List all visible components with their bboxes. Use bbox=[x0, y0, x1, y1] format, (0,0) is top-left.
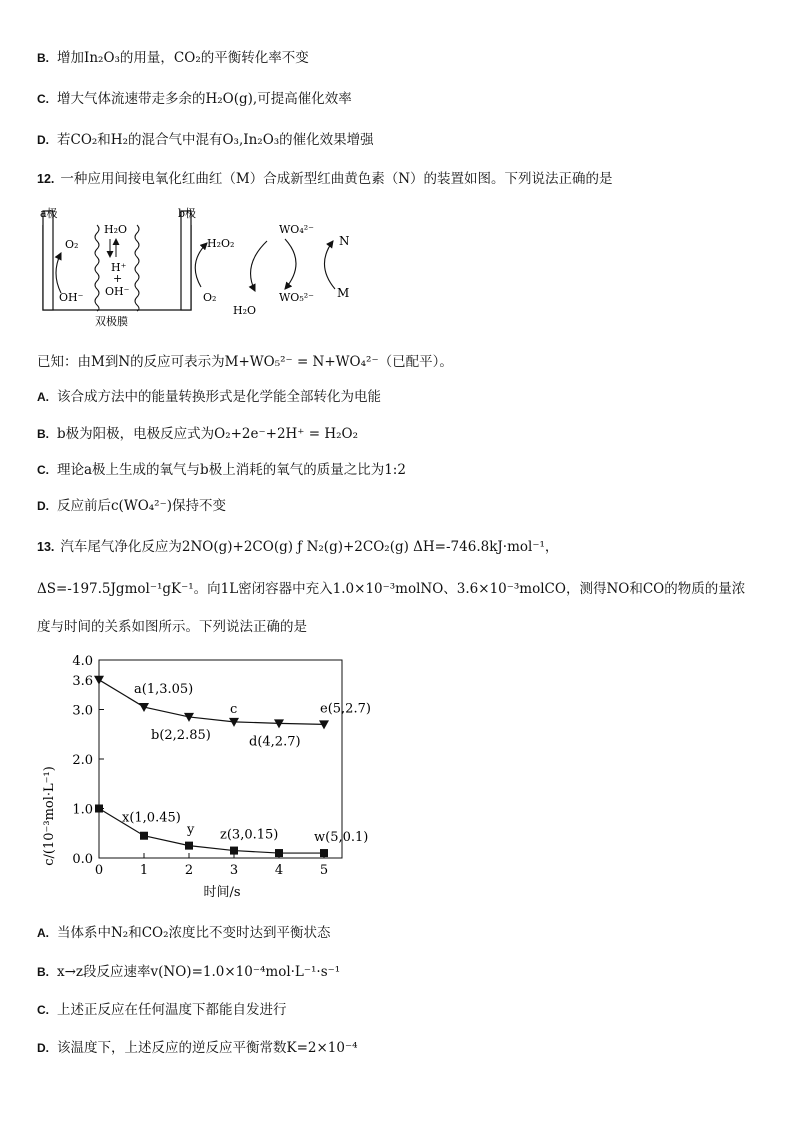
right-curve-arrow bbox=[195, 243, 207, 287]
h2o2-to-h2o-arrow bbox=[251, 241, 267, 291]
membrane-wave-left bbox=[95, 225, 99, 311]
option-letter: C. bbox=[37, 92, 49, 106]
data-label: x(1,0.45) bbox=[122, 810, 181, 826]
option-letter: D. bbox=[37, 1041, 49, 1055]
wo5-label: WO₅²⁻ bbox=[279, 291, 314, 304]
option-text: 反应前后c(WO₄²⁻)保持不变 bbox=[57, 498, 226, 514]
option-letter: B. bbox=[37, 51, 49, 65]
option-text: 理论a极上生成的氧气与b极上消耗的氧气的质量之比为1:2 bbox=[57, 462, 406, 478]
a-pole-label: a极 bbox=[40, 207, 58, 220]
b-electrode bbox=[181, 211, 191, 310]
data-point bbox=[185, 842, 193, 850]
data-point bbox=[320, 849, 328, 857]
q12-option-a bbox=[37, 388, 381, 406]
q11-option-c bbox=[37, 90, 352, 108]
y-tick-label: 0.0 bbox=[72, 852, 93, 867]
wo4-to-wo5-arrow bbox=[285, 239, 296, 289]
data-point bbox=[275, 849, 283, 857]
o2-left-label: O₂ bbox=[65, 238, 79, 251]
option-letter: D. bbox=[37, 499, 49, 513]
q13-option-d bbox=[37, 1039, 358, 1057]
q13-stem-line2 bbox=[37, 580, 745, 598]
q13-option-c bbox=[37, 1001, 287, 1019]
a-electrode bbox=[43, 211, 53, 310]
b-pole-label: b极 bbox=[178, 207, 197, 220]
data-point bbox=[94, 676, 104, 685]
q13-stem-line3 bbox=[37, 618, 307, 636]
h2o-bottom-label: H₂O bbox=[233, 304, 257, 317]
y-tick-label: 2.0 bbox=[72, 753, 93, 768]
option-letter: A. bbox=[37, 390, 49, 404]
data-point bbox=[230, 847, 238, 855]
y-extra-tick-label: 3.6 bbox=[72, 673, 93, 689]
data-label: e(5,2.7) bbox=[320, 701, 371, 717]
oh-left-label: OH⁻ bbox=[59, 291, 84, 304]
membrane-label: 双极膜 bbox=[95, 315, 128, 328]
oh-center-label: OH⁻ bbox=[105, 285, 130, 298]
chart-series bbox=[94, 676, 371, 857]
option-text: 当体系中N₂和CO₂浓度比不变时达到平衡状态 bbox=[57, 925, 331, 941]
q12-option-c bbox=[37, 461, 406, 479]
question-number: 13. bbox=[37, 540, 55, 554]
option-text: b极为阳极，电极反应式为O₂+2e⁻+2H⁺ = H₂O₂ bbox=[57, 426, 358, 442]
q12-option-b bbox=[37, 425, 358, 443]
data-label: c bbox=[230, 701, 238, 717]
known-text: 已知：由M到N的反应可表示为M+WO₅²⁻ = N+WO₄²⁻（已配平）。 bbox=[37, 354, 453, 370]
option-text: 若CO₂和H₂的混合气中混有O₃,In₂O₃的催化效果增强 bbox=[57, 132, 374, 148]
option-text: 增大气体流速带走多余的H₂O(g),可提高催化效率 bbox=[57, 91, 352, 107]
question-text: 汽车尾气净化反应为2NO(g)+2CO(g) ƒ N₂(g)+2CO₂(g) ΔH=-746.8kJ·mol⁻¹， bbox=[60, 539, 559, 555]
data-label: y bbox=[187, 822, 195, 838]
x-tick-label: 3 bbox=[229, 863, 239, 878]
m-to-n-arrow bbox=[324, 241, 335, 289]
option-text: 增加In₂O₃的用量，CO₂的平衡转化率不变 bbox=[57, 50, 309, 66]
x-tick-label: 1 bbox=[139, 863, 149, 878]
n-label: N bbox=[339, 234, 350, 248]
q13-stem-line1 bbox=[37, 538, 558, 556]
option-text: 该合成方法中的能量转换形式是化学能全部转化为电能 bbox=[57, 389, 381, 405]
m-label: M bbox=[337, 286, 350, 300]
q11-option-d bbox=[37, 131, 374, 149]
h2o2-label: H₂O₂ bbox=[207, 237, 235, 250]
option-letter: C. bbox=[37, 463, 49, 477]
question-text: ΔS=-197.5Jgmol⁻¹gK⁻¹。向1L密闭容器中充入1.0×10⁻³molNO、3.6×10⁻³molCO，测得NO和CO的物质的量浓 bbox=[37, 581, 746, 597]
x-tick-label: 0 bbox=[94, 863, 104, 878]
x-tick-label: 5 bbox=[319, 863, 329, 878]
data-label: z(3,0.15) bbox=[220, 827, 279, 843]
wo4-label: WO₄²⁻ bbox=[279, 223, 314, 236]
h-plus-label: H⁺ bbox=[111, 261, 127, 274]
h2o-top-label: H₂O bbox=[104, 223, 128, 236]
plus-sign: + bbox=[113, 272, 123, 285]
option-text: x→z段反应速率v(NO)=1.0×10⁻⁴mol·L⁻¹·s⁻¹ bbox=[57, 964, 341, 980]
question-text: 一种应用间接电氧化红曲红（M）合成新型红曲黄色素（N）的装置如图。下列说法正确的是 bbox=[60, 171, 613, 187]
concentration-time-chart bbox=[37, 648, 371, 903]
y-tick-label: 3.0 bbox=[72, 703, 93, 719]
q13-option-b bbox=[37, 963, 340, 981]
question-number: 12. bbox=[37, 172, 55, 186]
option-letter: B. bbox=[37, 965, 49, 979]
option-letter: C. bbox=[37, 1003, 49, 1017]
option-text: 上述正反应在任何温度下都能自发进行 bbox=[57, 1002, 287, 1018]
data-label: w(5,0.1) bbox=[314, 830, 369, 846]
y-tick-label: 1.0 bbox=[72, 802, 93, 818]
data-point bbox=[140, 832, 148, 840]
q11-option-b bbox=[37, 49, 309, 67]
option-text: 该温度下，上述反应的逆反应平衡常数K=2×10⁻⁴ bbox=[57, 1040, 358, 1056]
y-axis-label: c/(10⁻³mol·L⁻¹) bbox=[42, 766, 57, 866]
data-point bbox=[95, 805, 103, 813]
y-tick-label: 4.0 bbox=[72, 654, 93, 669]
data-label: a(1,3.05) bbox=[134, 682, 194, 698]
membrane-wave-right bbox=[135, 225, 139, 311]
o2-right-label: O₂ bbox=[203, 291, 217, 304]
electrolysis-diagram bbox=[37, 203, 367, 333]
q12-option-d bbox=[37, 497, 226, 515]
q12-stem bbox=[37, 170, 613, 188]
series-line bbox=[99, 680, 324, 725]
x-tick-label: 2 bbox=[184, 863, 194, 878]
q13-option-a bbox=[37, 924, 331, 942]
question-text: 度与时间的关系如图所示。下列说法正确的是 bbox=[37, 619, 307, 635]
data-label: d(4,2.7) bbox=[249, 734, 301, 750]
x-tick-label: 4 bbox=[274, 863, 284, 878]
option-letter: D. bbox=[37, 133, 49, 147]
left-curve-arrow bbox=[56, 253, 61, 293]
x-axis-label: 时间/s bbox=[203, 885, 241, 900]
q12-known bbox=[37, 353, 453, 371]
data-label: b(2,2.85) bbox=[151, 727, 211, 743]
option-letter: A. bbox=[37, 926, 49, 940]
option-letter: B. bbox=[37, 427, 49, 441]
